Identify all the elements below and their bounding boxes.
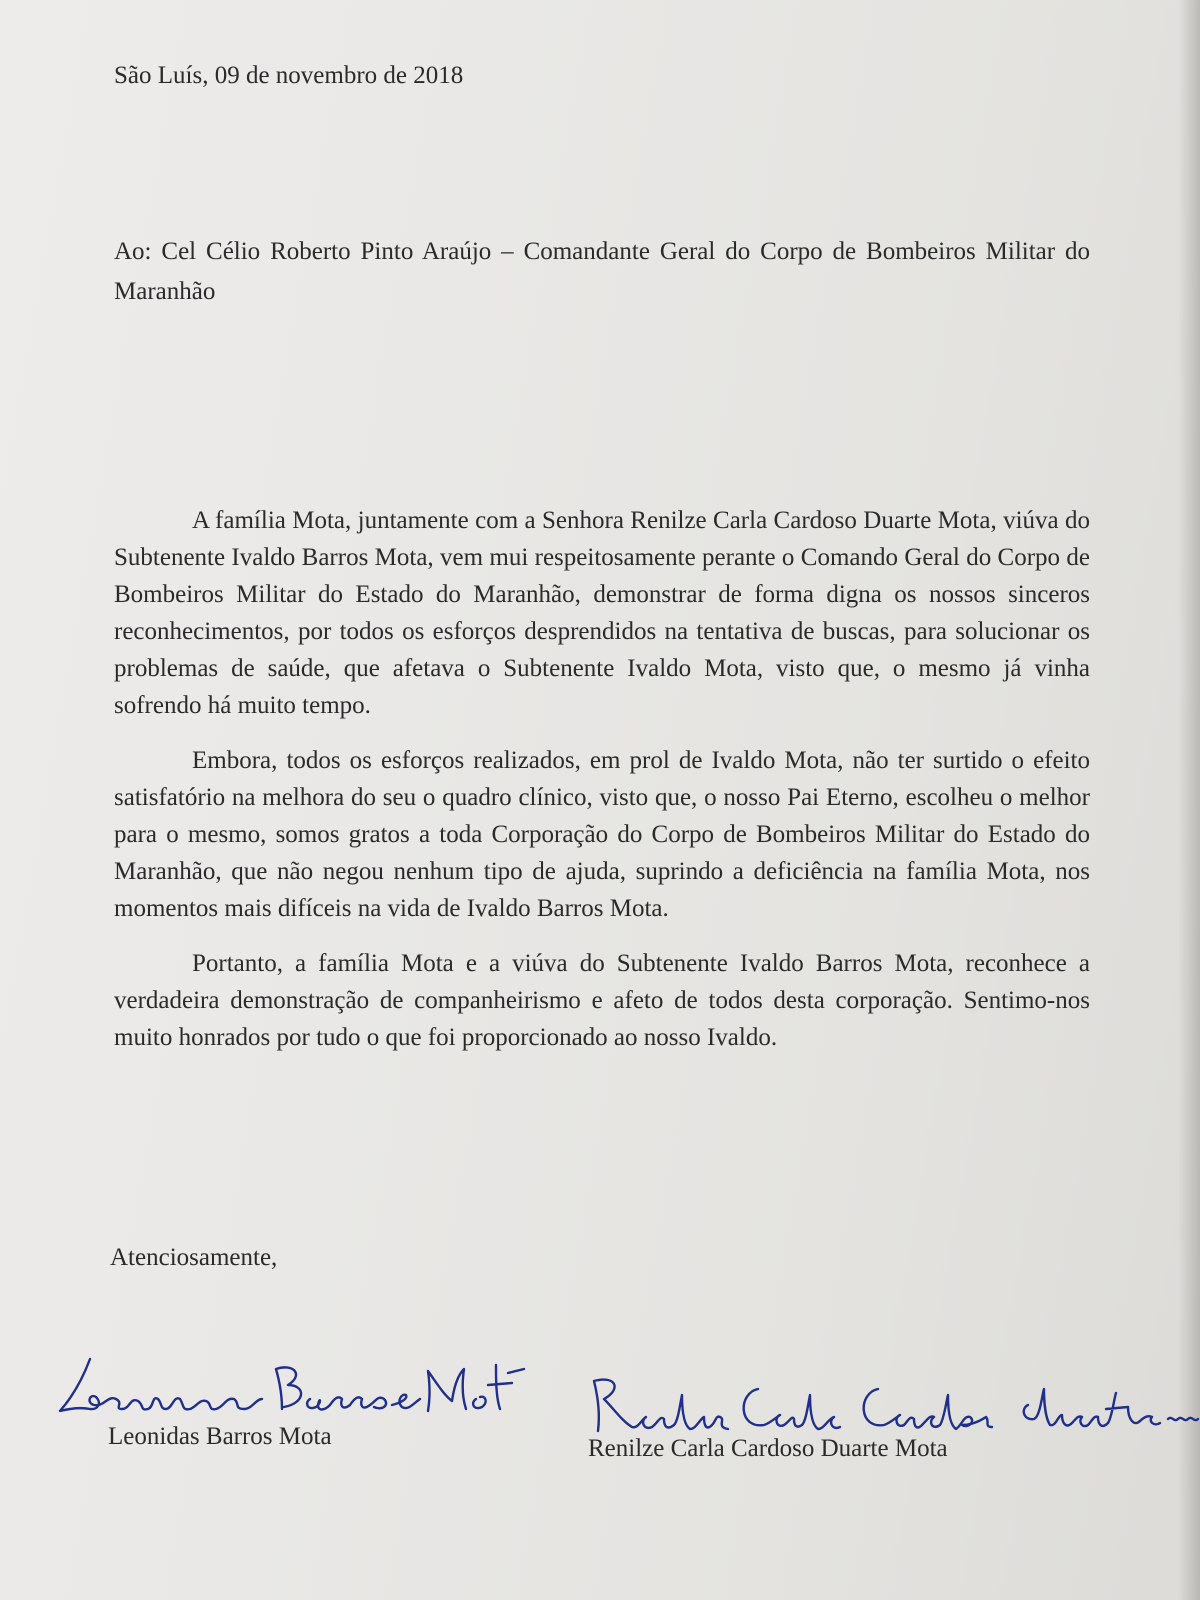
letter-recipient: Ao: Cel Célio Roberto Pinto Araújo – Comandante Geral do Corpo de Bombeiros Militar do Maranhão [114,238,1090,305]
letter-body [114,502,1090,1056]
letter-closing: Atenciosamente, [110,1244,278,1271]
body-paragraph: A família Mota, juntamente com a Senhora Renilze Carla Cardoso Duarte Mota, viúva do Subtenente Ivaldo Barros Mota, vem mui respeitosamente perante o Comando Geral do Corpo de Bombeiros Militar do Estado do Maranhão, demonstrar de forma digna os nossos sinceros reconhecimentos, por todos os esforços desprendidos na tentativa de buscas, para solucionar os problemas de saúde, que afetava o Subtenente Ivaldo Mota, visto que, o mesmo já vinha sofrendo há muito tempo. [114,507,1090,719]
body-paragraph: Embora, todos os esforços realizados, em prol de Ivaldo Mota, não ter surtido o efeito satisfatório na melhora do seu o quadro clínico, visto que, o nosso Pai Eterno, escolheu o melhor para o mesmo, somos gratos a toda Corporação do Corpo de Bombeiros Militar do Estado do Maranhão, que não negou nenhum tipo de ajuda, suprindo a deficiência na família Mota, nos momentos mais difíceis na vida de Ivaldo Barros Mota. [114,747,1090,922]
signature-leonidas [56,1355,526,1415]
signer-name-renilze: Renilze Carla Cardoso Duarte Mota [588,1435,948,1462]
signer-name-leonidas: Leonidas Barros Mota [108,1423,332,1450]
letter-date: São Luís, 09 de novembro de 2018 [114,62,464,89]
signature-renilze-drawing [588,1375,1200,1435]
signature-leonidas-drawing [56,1355,526,1415]
body-paragraph: Portanto, a família Mota e a viúva do Subtenente Ivaldo Barros Mota, reconhece a verdadeira demonstração de companheirismo e afeto de todos desta corporação. Sentimo-nos muito honrados por tudo o que foi proporcionado ao nosso Ivaldo. [114,950,1090,1051]
page-edge-shadow [1178,0,1200,1600]
signature-renilze [588,1375,1200,1435]
